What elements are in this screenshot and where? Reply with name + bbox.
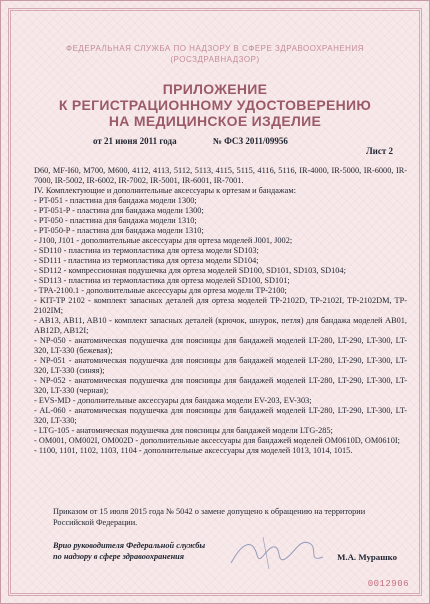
registration-number: № ФСЗ 2011/09956 <box>212 136 288 146</box>
section-heading: IV. Комплектующие и дополнительные аксессуары к ортезам и бандажам: <box>34 186 296 195</box>
list-item: - SD111 - пластина из термопластика для ортеза модели SD104; <box>34 256 259 265</box>
list-item: - SD110 - пластина из термопластика для ортеза модели SD103; <box>34 246 259 255</box>
body-line: D60, MF-I60, M700, M600, 4112, 4113, 5112, 5113, 4115, 5115, 4116, 5116, IR-4000, IR-5000, IR-6000, IR-7000, IR-5002, IR-6002, IR-7002, IR-5001, IR-6001, IR-7001. <box>34 166 407 185</box>
list-item: - NP-051 - анатомическая подушечка для поясницы для бандажей моделей LT-280, LT-290, LT-300, LT-320, LT-330 (синяя); <box>34 356 407 375</box>
sheet-number: Лист 2 <box>365 146 393 156</box>
list-item: - AL-060 - анатомическая подушечка для поясницы для бандажей моделей LT-280, LT-290, LT-300, LT-320, LT-330; <box>34 406 407 425</box>
title-line-2: К РЕГИСТРАЦИОННОМУ УДОСТОВЕРЕНИЮ <box>58 97 372 113</box>
document-body <box>34 166 407 456</box>
list-item: - PT-051 - пластина для бандажа модели 1300; <box>34 196 197 205</box>
list-item: - KIT-TP 2102 - комплект запасных деталей для ортеза моделей TP-2102D, TP-2102I, TP-2102DM, TP-2102IM; <box>34 296 407 315</box>
signer-title-line-1: Врио руководителя Федеральной службы <box>53 541 206 550</box>
list-item: - PT-050 - пластина для бандажа модели 1310; <box>34 216 197 225</box>
title-line-1: ПРИЛОЖЕНИЕ <box>162 81 268 97</box>
list-item: - NP-050 - анатомическая подушечка для поясницы для бандажей моделей LT-280, LT-290, LT-300, LT-320, LT-330 (бежевая); <box>34 336 407 355</box>
list-item: - EVS-MD - дополнительные аксессуары для бандажа модели EV-203, EV-303; <box>34 396 312 405</box>
document-title <box>21 81 409 129</box>
list-item: - AB13, AB11, AB10 - комплект запасных деталей (крючок, шнурок, петля) для бандажа моделей AB01, AB12D, AB12I; <box>34 316 407 335</box>
agency-header <box>21 43 409 65</box>
registration-date-line <box>93 136 409 146</box>
signer-name: М.А. Мурашко <box>337 552 397 562</box>
signer-title-line-2: по надзору в сфере здравоохранения <box>53 551 185 561</box>
list-item: - 1100, 1101, 1102, 1103, 1104 - дополнительные аксессуары для моделей 1013, 1014, 1015. <box>34 446 353 455</box>
registration-date: от 21 июня 2011 года <box>93 136 177 146</box>
signer-title <box>53 541 205 562</box>
list-item: - SD112 - компрессионная подушечка для ортеза моделей SD100, SD101, SD103, SD104; <box>34 266 346 275</box>
title-line-3: НА МЕДИЦИНСКОЕ ИЗДЕЛИЕ <box>108 113 322 129</box>
list-item: - J100, J101 - дополнительные аксессуары для ортеза моделей J001, J002; <box>34 236 293 245</box>
list-item: - NP-052 - анатомическая подушечка для поясницы для бандажей моделей LT-280, LT-290, LT-300, LT-320, LT-330 (черная); <box>34 376 407 395</box>
serial-number: 0012906 <box>367 579 409 589</box>
agency-name: ФЕДЕРАЛЬНАЯ СЛУЖБА ПО НАДЗОРУ В СФЕРЕ ЗДРАВООХРАНЕНИЯ <box>66 44 364 53</box>
list-item: - LTG-105 - анатомическая подушечка для поясницы для бандажей модели LTG-285; <box>34 426 333 435</box>
list-item: - PT-051-P - пластина для бандажа модели 1300; <box>34 206 204 215</box>
list-item: - OM001, OM002I, OM002D - дополнительные аксессуары для бандажей моделей OM0610D, OM0610I; <box>34 436 400 445</box>
order-note: Приказом от 15 июля 2015 года № 5042 о замене допущено к обращению на территории Российской Федерации. <box>53 507 366 527</box>
list-item: - TPA-2100.1 - дополнительные аксессуары для ортеза модели TP-2100; <box>34 286 287 295</box>
handwritten-signature <box>223 533 333 573</box>
list-item: - PT-050-P - пластина для бандажа модели 1310; <box>34 226 204 235</box>
agency-abbreviation: (РОСЗДРАВНАДЗОР) <box>170 55 260 64</box>
list-item: - SD113 - пластина из термопластика для ортеза моделей SD100, SD101; <box>34 276 290 285</box>
